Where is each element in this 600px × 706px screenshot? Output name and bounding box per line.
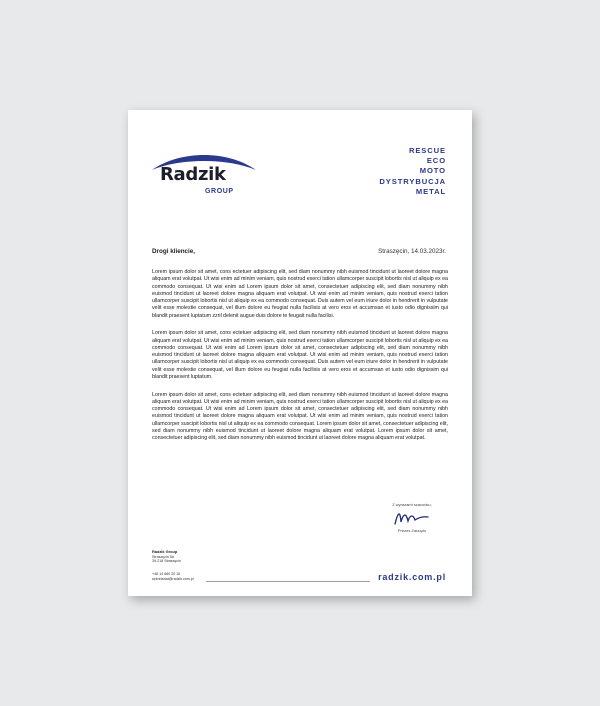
company-address — [152, 550, 181, 564]
letterhead-page — [128, 110, 472, 596]
address-line: 39-218 Straszęcin — [152, 559, 181, 564]
footer-divider — [206, 581, 370, 582]
signature-block — [380, 502, 444, 538]
division-list — [379, 146, 446, 197]
website-url: radzik.com.pl — [378, 572, 446, 582]
letter-date: Straszęcin, 14.03.2023r. — [378, 248, 446, 255]
phone-number: +48 14 680 20 16 — [152, 572, 181, 576]
signature-closing: Z wyrazami szacunku, — [392, 502, 432, 507]
address-line: Straszęcin 5A — [152, 554, 175, 559]
letter-paragraph: Lorem ipsum dolor sit amet, cons ectetuer adipiscing elit, sed diam nonummy nibh euismod tincidunt ut laoreet dolore magna aliquam erat volutpat. Ut wisi enim ad minim veniam, quis nostrud exerci tation ullamcorper suscipit lobortis nisl ut aliquip ex ea commodo consequat. Ut wisi enim ad Lorem ipsum dolor sit amet, consectetuer adipiscing elit, sed diam nonummy nibh euismod tincidunt ut laoreet dolore magna aliquam erat volutpat. Ut wisi enim ad minim veniam, quis nostrud exerci tation ullamcorper suscipit lobortis nisl ut aliquip ex ea commodo consequat. Duis autem vel eum iriure dolor in hendrerit in vulputate velit esse molestie consequat, vel illum dolore eu feugiat nulla facilisis at vero eros et accumsan et iusto odio dignissim qui blandit praesent luptatum. — [152, 330, 448, 380]
email-address: sekretariat@radzik.com.pl — [152, 576, 194, 581]
letter-paragraph: Lorem ipsum dolor sit amet, cons ectetuer adipiscing elit, sed diam nonummy nibh euismod tincidunt ut laoreet dolore magna aliquam erat volutpat. Ut wisi enim ad minim veniam, quis nostrud exerci tation ullamcorper suscipit lobortis nisl ut aliquip ex ea commodo consequat. Ut wisi enim ad Lorem ipsum dolor sit amet, consectetuer adipiscing elit, sed diam nonummy nibh euismod tincidunt ut laoreet dolore magna aliquam erat volutpat. Ut wisi enim ad minim veniam, quis nostrud exerci tation ullamcorper suscipit lobortis nisl ut aliquip ex ea commodo consequat. Duis autem vel eum iriure dolor in hendrerit in vulputate velit esse molestie consequat, vel illum dolore eu feugiat nulla facilisis at vero eros et accumsan et iusto odio dignissim qui blandit praesent luptatum zzril delenit augue duis dolore te feugait nulla facilisi. — [152, 269, 448, 319]
division-item: ECO — [426, 156, 446, 166]
letter-paragraph: Lorem ipsum dolor sit amet, cons ectetuer adipiscing elit, sed diam nonummy nibh euismod tincidunt ut laoreet dolore magna aliquam erat volutpat. Ut wisi enim ad minim veniam, quis nostrud exerci tation ullamcorper suscipit lobortis nisl ut aliquip ex ea commodo consequat. Ut wisi enim ad Lorem ipsum dolor sit amet, consectetuer adipiscing elit, sed diam nonummy nibh euismod tincidunt ut laoreet dolore magna aliquam erat volutpat. Ut wisi enim ad minim veniam, quis nostrud exerci tation ullamcorper suscipit lobortis nisl ut aliquip ex ea commodo consequat. Lorem ipsum dolor sit amet, consectetuer adipiscing elit, sed diam nonummy nibh euismod tincidunt ut laoreet dolore magna aliquam erat volutpat. Lorem ipsum dolor sit amet, consectetuer adipiscing elit, sed diam nonummy nibh euismod tincidunt ut laoreet dolore magna aliquam erat volutpat. — [152, 391, 448, 441]
division-item: METAL — [415, 186, 446, 196]
company-name: Radzik Group — [152, 549, 178, 554]
company-logo — [150, 148, 258, 200]
handwritten-signature-icon — [392, 508, 432, 528]
division-item: DYSTRYBUCJA — [379, 176, 446, 186]
signature-title: Prezes Zarządu — [397, 528, 427, 533]
letter-body — [152, 269, 448, 453]
company-contacts — [152, 572, 194, 581]
division-item: MOTO — [419, 166, 446, 176]
division-item: RESCUE — [408, 146, 446, 155]
logo-name: Radzik — [160, 164, 226, 185]
letter-greeting: Drogi kliencie, — [152, 248, 196, 255]
logo-group-label: GROUP — [205, 188, 234, 195]
